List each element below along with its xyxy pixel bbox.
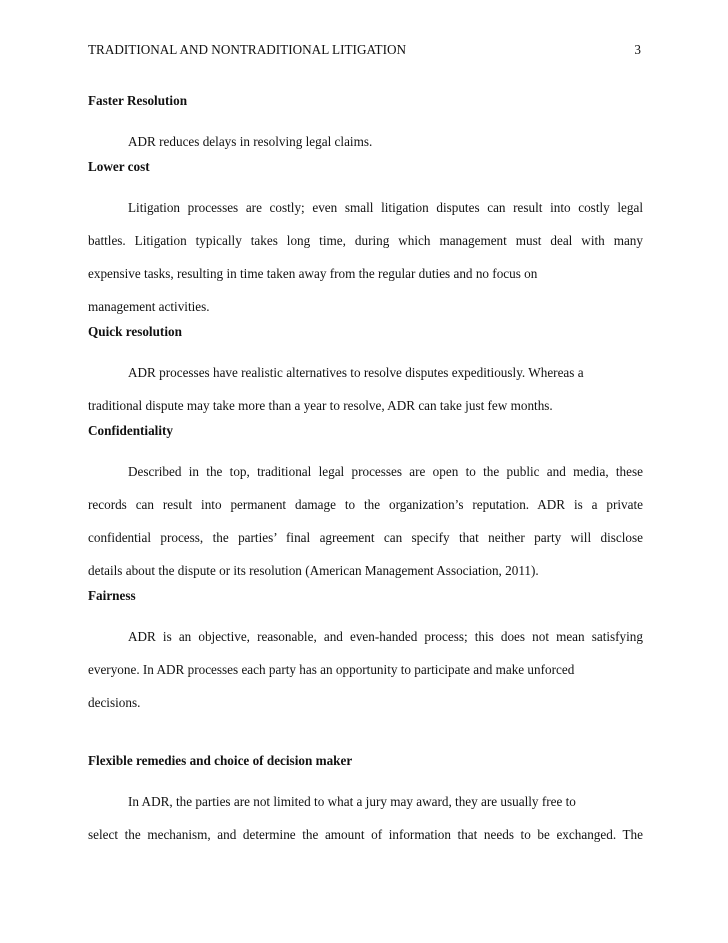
page-number: 3 <box>634 42 641 57</box>
running-head: TRADITIONAL AND NONTRADITIONAL LITIGATION <box>88 42 407 57</box>
section-lower-cost <box>88 158 643 323</box>
section-paragraph <box>88 620 643 719</box>
section-paragraph <box>88 785 643 851</box>
section-heading: Lower cost <box>88 159 150 174</box>
section-paragraph <box>88 125 643 158</box>
paragraph-line: management activities. <box>88 299 210 314</box>
section-quick-resolution <box>88 323 643 422</box>
section-heading: Fairness <box>88 588 136 603</box>
section-faster-resolution <box>88 92 643 158</box>
paragraph-line: details about the dispute or its resolution (American Management Association, 2011). <box>88 563 539 578</box>
section-paragraph <box>88 191 643 323</box>
paragraph-line: select the mechanism, and determine the amount of information that needs to be exchanged. The <box>88 827 643 842</box>
paragraph-line: ADR processes have realistic alternatives to resolve disputes expeditiously. Whereas a <box>128 365 584 380</box>
paragraph-line: decisions. <box>88 695 141 710</box>
paragraph-line: ADR reduces delays in resolving legal claims. <box>128 134 373 149</box>
paragraph-line: everyone. In ADR processes each party has an opportunity to participate and make unforced <box>88 662 575 677</box>
section-confidentiality <box>88 422 643 587</box>
paragraph-line: In ADR, the parties are not limited to what a jury may award, they are usually free to <box>128 794 576 809</box>
section-heading: Faster Resolution <box>88 93 188 108</box>
section-paragraph <box>88 455 643 587</box>
paragraph-line: ADR is an objective, reasonable, and even-handed process; this does not mean satisfying <box>128 629 643 644</box>
paragraph-line: confidential process, the parties’ final agreement can specify that neither party will disclose <box>88 530 643 545</box>
paragraph-line: Litigation processes are costly; even small litigation disputes can result into costly legal <box>128 200 643 215</box>
section-heading: Quick resolution <box>88 324 182 339</box>
document-body <box>88 92 643 851</box>
paragraph-line: battles. Litigation typically takes long time, during which management must deal with many <box>88 233 643 248</box>
section-heading: Flexible remedies and choice of decision maker <box>88 753 353 768</box>
section-heading: Confidentiality <box>88 423 173 438</box>
paragraph-line: records can result into permanent damage to the organization’s reputation. ADR is a private <box>88 497 643 512</box>
section-fairness <box>88 587 643 719</box>
blank-line <box>88 719 643 752</box>
paragraph-line: traditional dispute may take more than a year to resolve, ADR can take just few months. <box>88 398 553 413</box>
paragraph-line: expensive tasks, resulting in time taken away from the regular duties and no focus on <box>88 266 538 281</box>
section-flexible-remedies <box>88 752 643 851</box>
section-paragraph <box>88 356 643 422</box>
paragraph-line: Described in the top, traditional legal processes are open to the public and media, these <box>128 464 643 479</box>
